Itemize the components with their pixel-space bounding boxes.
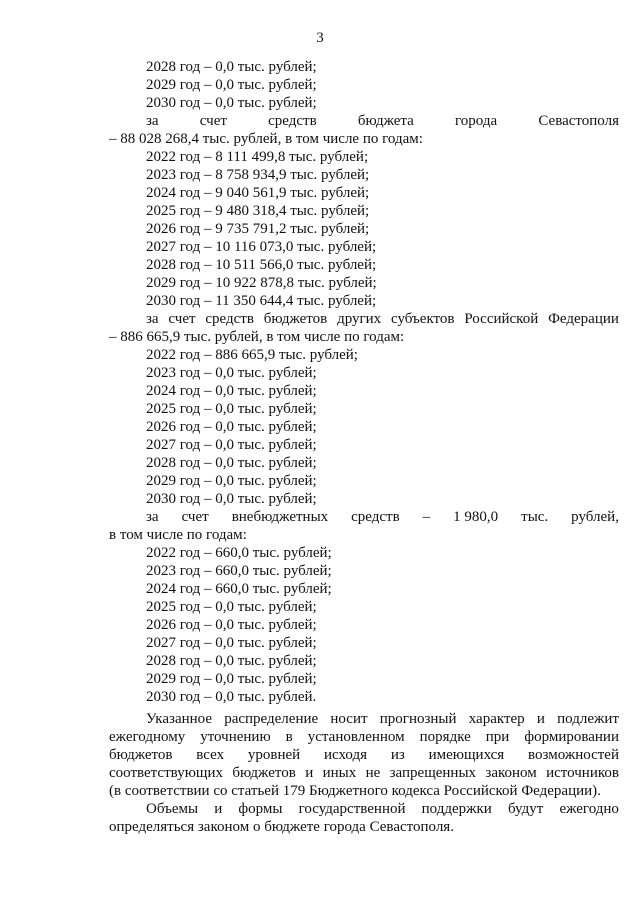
word: формировании: [524, 729, 619, 745]
word: за: [146, 509, 159, 525]
word: прогнозный: [379, 711, 457, 727]
word: запрещенных: [389, 765, 477, 781]
paragraph-line: [109, 728, 619, 746]
paragraph-line: [109, 710, 619, 728]
word: счет: [181, 509, 209, 525]
list-item: 2028 год – 0,0 тыс. рублей;: [146, 653, 317, 669]
extra-years: [109, 544, 619, 706]
page-number: 3: [316, 30, 324, 46]
word: счет: [199, 113, 227, 129]
document-body: [109, 58, 619, 836]
word: носит: [330, 711, 368, 727]
word: возможностей: [528, 747, 619, 763]
list-item: 2027 год – 0,0 тыс. рублей;: [146, 635, 317, 651]
list-item: 2024 год – 0,0 тыс. рублей;: [146, 383, 317, 399]
word: средств: [205, 311, 254, 327]
word: бюджетов: [263, 311, 328, 327]
list-item: 2022 год – 886 665,9 тыс. рублей;: [146, 347, 358, 363]
word: при: [485, 729, 510, 745]
word: внебюджетных: [231, 509, 329, 525]
list-item: 2026 год – 9 735 791,2 тыс. рублей;: [146, 221, 370, 237]
word: распределение: [224, 711, 319, 727]
word: государственной: [298, 801, 406, 817]
list-item: 2028 год – 0,0 тыс. рублей;: [146, 59, 317, 75]
word: законом: [485, 765, 537, 781]
word: источников: [546, 765, 619, 781]
list-item: 2029 год – 10 922 878,8 тыс. рублей;: [146, 275, 377, 291]
word: формы: [238, 801, 283, 817]
subjects-heading: [109, 310, 619, 328]
word: средств: [351, 509, 400, 525]
extra-heading: [109, 508, 619, 526]
word: иных: [322, 765, 357, 781]
word: ежегодно: [559, 801, 619, 817]
list-item: 2030 год – 0,0 тыс. рублей.: [146, 689, 317, 705]
list-a: [109, 58, 619, 112]
word: Указанное: [146, 711, 212, 727]
list-item: 2029 год – 0,0 тыс. рублей;: [146, 473, 317, 489]
word: и: [214, 801, 223, 817]
paragraph-line: [109, 800, 619, 818]
word: уровней: [247, 747, 301, 763]
word: не: [365, 765, 381, 781]
word: поддержки: [421, 801, 492, 817]
word: Российской: [464, 311, 539, 327]
word: других: [337, 311, 382, 327]
paragraph-line: [109, 746, 619, 764]
word: соответствующих: [109, 765, 223, 781]
word: будут: [507, 801, 544, 817]
word: Объемы: [146, 801, 199, 817]
word: из: [390, 747, 405, 763]
sevastopol-total: – 88 028 268,4 тыс. рублей, в том числе по годам:: [109, 131, 423, 147]
sevastopol-heading: [109, 112, 619, 130]
list-item: 2027 год – 10 116 073,0 тыс. рублей;: [146, 239, 377, 255]
subjects-total: – 886 665,9 тыс. рублей, в том числе по годам:: [109, 329, 405, 345]
list-item: 2024 год – 660,0 тыс. рублей;: [146, 581, 332, 597]
list-item: 2023 год – 660,0 тыс. рублей;: [146, 563, 332, 579]
word: всех: [196, 747, 225, 763]
word: 1 980,0: [453, 509, 499, 525]
list-item: 2028 год – 0,0 тыс. рублей;: [146, 455, 317, 471]
word: бюджета: [357, 113, 414, 129]
list-item: 2029 год – 0,0 тыс. рублей;: [146, 77, 317, 93]
word: за: [146, 311, 159, 327]
word: Федерации: [548, 311, 619, 327]
word: и: [536, 711, 545, 727]
sevastopol-years: [109, 148, 619, 310]
word: за: [146, 113, 159, 129]
word: ежегодному: [109, 729, 186, 745]
list-item: 2025 год – 0,0 тыс. рублей;: [146, 599, 317, 615]
word: рублей,: [571, 509, 619, 525]
word: уточнению: [200, 729, 271, 745]
list-item: 2025 год – 9 480 318,4 тыс. рублей;: [146, 203, 370, 219]
extra-total: в том числе по годам:: [109, 527, 247, 543]
list-item: 2028 год – 10 511 566,0 тыс. рублей;: [146, 257, 377, 273]
word: в: [285, 729, 293, 745]
word: характер: [468, 711, 525, 727]
forecast-paragraph: [109, 710, 619, 800]
support-paragraph: [109, 800, 619, 836]
list-item: 2026 год – 0,0 тыс. рублей;: [146, 419, 317, 435]
list-item: 2030 год – 11 350 644,4 тыс. рублей;: [146, 293, 377, 309]
subjects-years: [109, 346, 619, 508]
word: установленном: [307, 729, 405, 745]
word: средств: [268, 113, 317, 129]
list-item: 2022 год – 8 111 499,8 тыс. рублей;: [146, 149, 369, 165]
word: Севастополя: [538, 113, 619, 129]
word: исходя: [324, 747, 368, 763]
word: –: [422, 509, 431, 525]
list-item: 2022 год – 660,0 тыс. рублей;: [146, 545, 332, 561]
word: города: [455, 113, 498, 129]
list-item: 2024 год – 9 040 561,9 тыс. рублей;: [146, 185, 370, 201]
word: порядке: [419, 729, 471, 745]
list-item: 2026 год – 0,0 тыс. рублей;: [146, 617, 317, 633]
word: подлежит: [557, 711, 619, 727]
word: субъектов: [391, 311, 455, 327]
list-item: 2025 год – 0,0 тыс. рублей;: [146, 401, 317, 417]
word: счет: [168, 311, 196, 327]
list-item: 2023 год – 0,0 тыс. рублей;: [146, 365, 317, 381]
word: и: [305, 765, 314, 781]
word: бюджетов: [232, 765, 296, 781]
list-item: 2030 год – 0,0 тыс. рублей;: [146, 491, 317, 507]
list-item: 2027 год – 0,0 тыс. рублей;: [146, 437, 317, 453]
word: тыс.: [521, 509, 549, 525]
word: бюджетов: [109, 747, 173, 763]
list-item: 2030 год – 0,0 тыс. рублей;: [146, 95, 317, 111]
list-item: 2023 год – 8 758 934,9 тыс. рублей;: [146, 167, 370, 183]
paragraph-line: (в соответствии со статьей 179 Бюджетного кодекса Российской Федерации).: [109, 783, 601, 799]
word: имеющихся: [428, 747, 505, 763]
paragraph-line: определяться законом о бюджете города Севастополя.: [109, 819, 454, 835]
paragraph-line: [109, 764, 619, 782]
list-item: 2029 год – 0,0 тыс. рублей;: [146, 671, 317, 687]
